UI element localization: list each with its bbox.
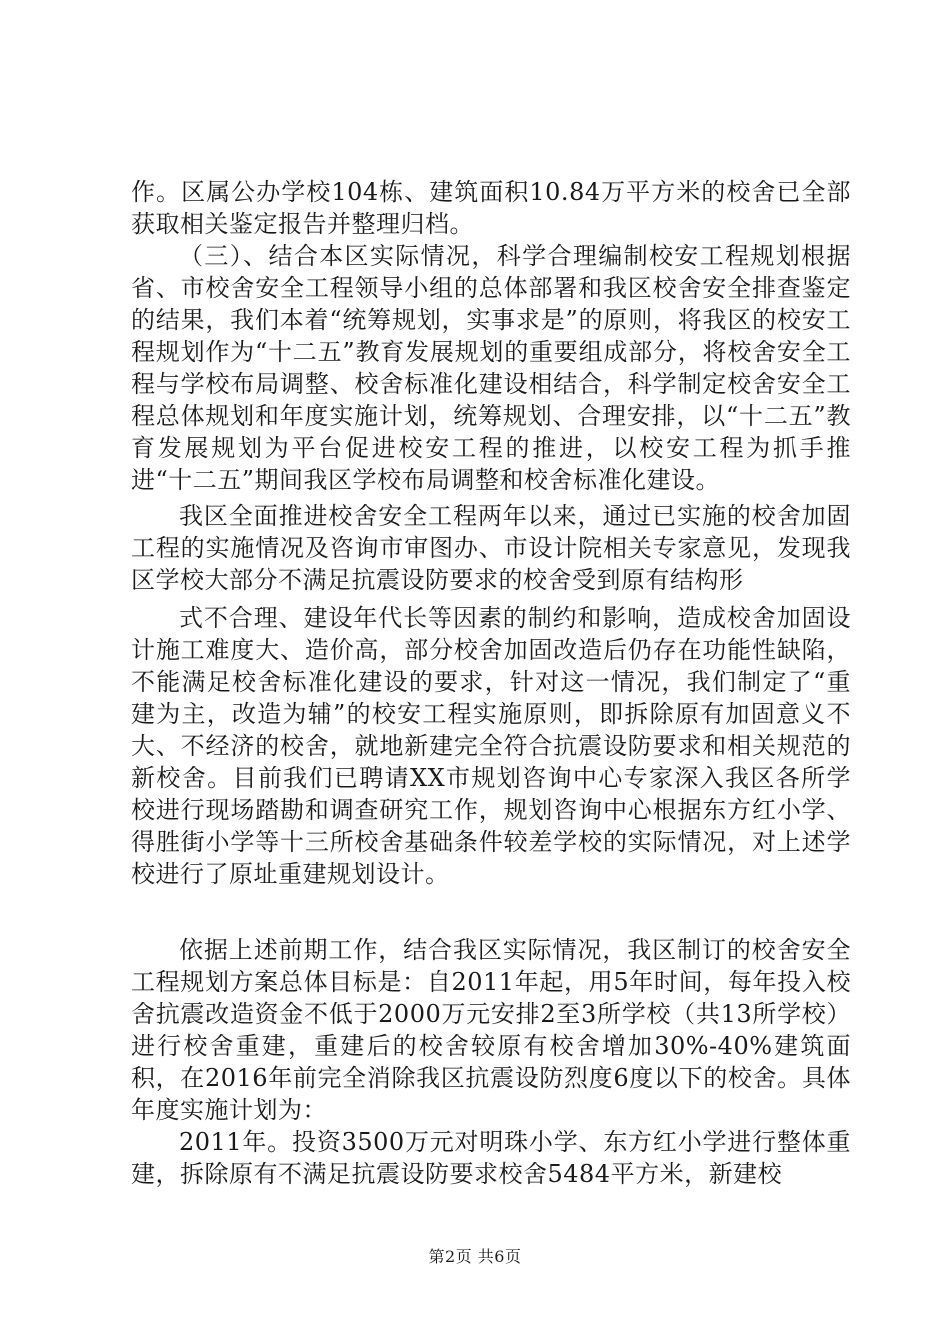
- paragraph-overall-goal: 依据上述前期工作，结合我区实际情况，我区制订的校舍安全工程规划方案总体目标是：自2011年起，用5年时间，每年投入校舍抗震改造资金不低于2000万元安排2至3所学校（共13所学校）进行校舍重建，重建后的校舍较原有校舍增加30%-40%建筑面积，在2016年前完全消除我区抗震设防烈度6度以下的校舍。具体年度实施计划为：: [131, 936, 851, 1124]
- paragraph-planning-section: （三）、结合本区实际情况，科学合理编制校安工程规划根据省、市校舍安全工程领导小组的总体部署和我区校舍安全排查鉴定的结果，我们本着“统筹规划，实事求是”的原则，将我区的校安工程规划作为“十二五”教育发展规划的重要组成部分，将校舍安全工程与学校布局调整、校舍标准化建设相结合，科学制定校舍安全工程总体规划和年度实施计划，统筹规划、合理安排，以“十二五”教育发展规划为平台促进校安工程的推进，以校安工程为抓手推进“十二五”期间我区学校布局调整和校舍标准化建设。: [131, 242, 851, 494]
- paragraph-rebuild-principle: 式不合理、建设年代长等因素的制约和影响，造成校舍加固设计施工难度大、造价高，部分校舍加固改造后仍存在功能性缺陷，不能满足校舍标准化建设的要求，针对这一情况，我们制定了“重建为主，改造为辅”的校安工程实施原则，即拆除原有加固意义不大、不经济的校舍，就地新建完全符合抗震设防要求和相关规范的新校舍。目前我们已聘请XX市规划咨询中心专家深入我区各所学校进行现场踏勘和调查研究工作，规划咨询中心根据东方红小学、得胜街小学等十三所校舍基础条件较差学校的实际情况，对上述学校进行了原址重建规划设计。: [131, 604, 851, 888]
- paragraph-annual-plan-2011: 2011年。投资3500万元对明珠小学、东方红小学进行整体重建，拆除原有不满足抗震设防要求校舍5484平方米，新建校: [131, 1128, 851, 1188]
- paragraph-progress-findings: 我区全面推进校舍安全工程两年以来，通过已实施的校舍加固工程的实施情况及咨询市审图办、市设计院相关专家意见，发现我区学校大部分不满足抗震设防要求的校舍受到原有结构形: [131, 502, 851, 594]
- document-body: [131, 176, 851, 1190]
- page-number-footer: 第2页 共6页: [428, 1247, 522, 1266]
- paragraph-appraisal-summary: 作。区属公办学校104栋、建筑面积10.84万平方米的校舍已全部获取相关鉴定报告并整理归档。: [131, 178, 851, 238]
